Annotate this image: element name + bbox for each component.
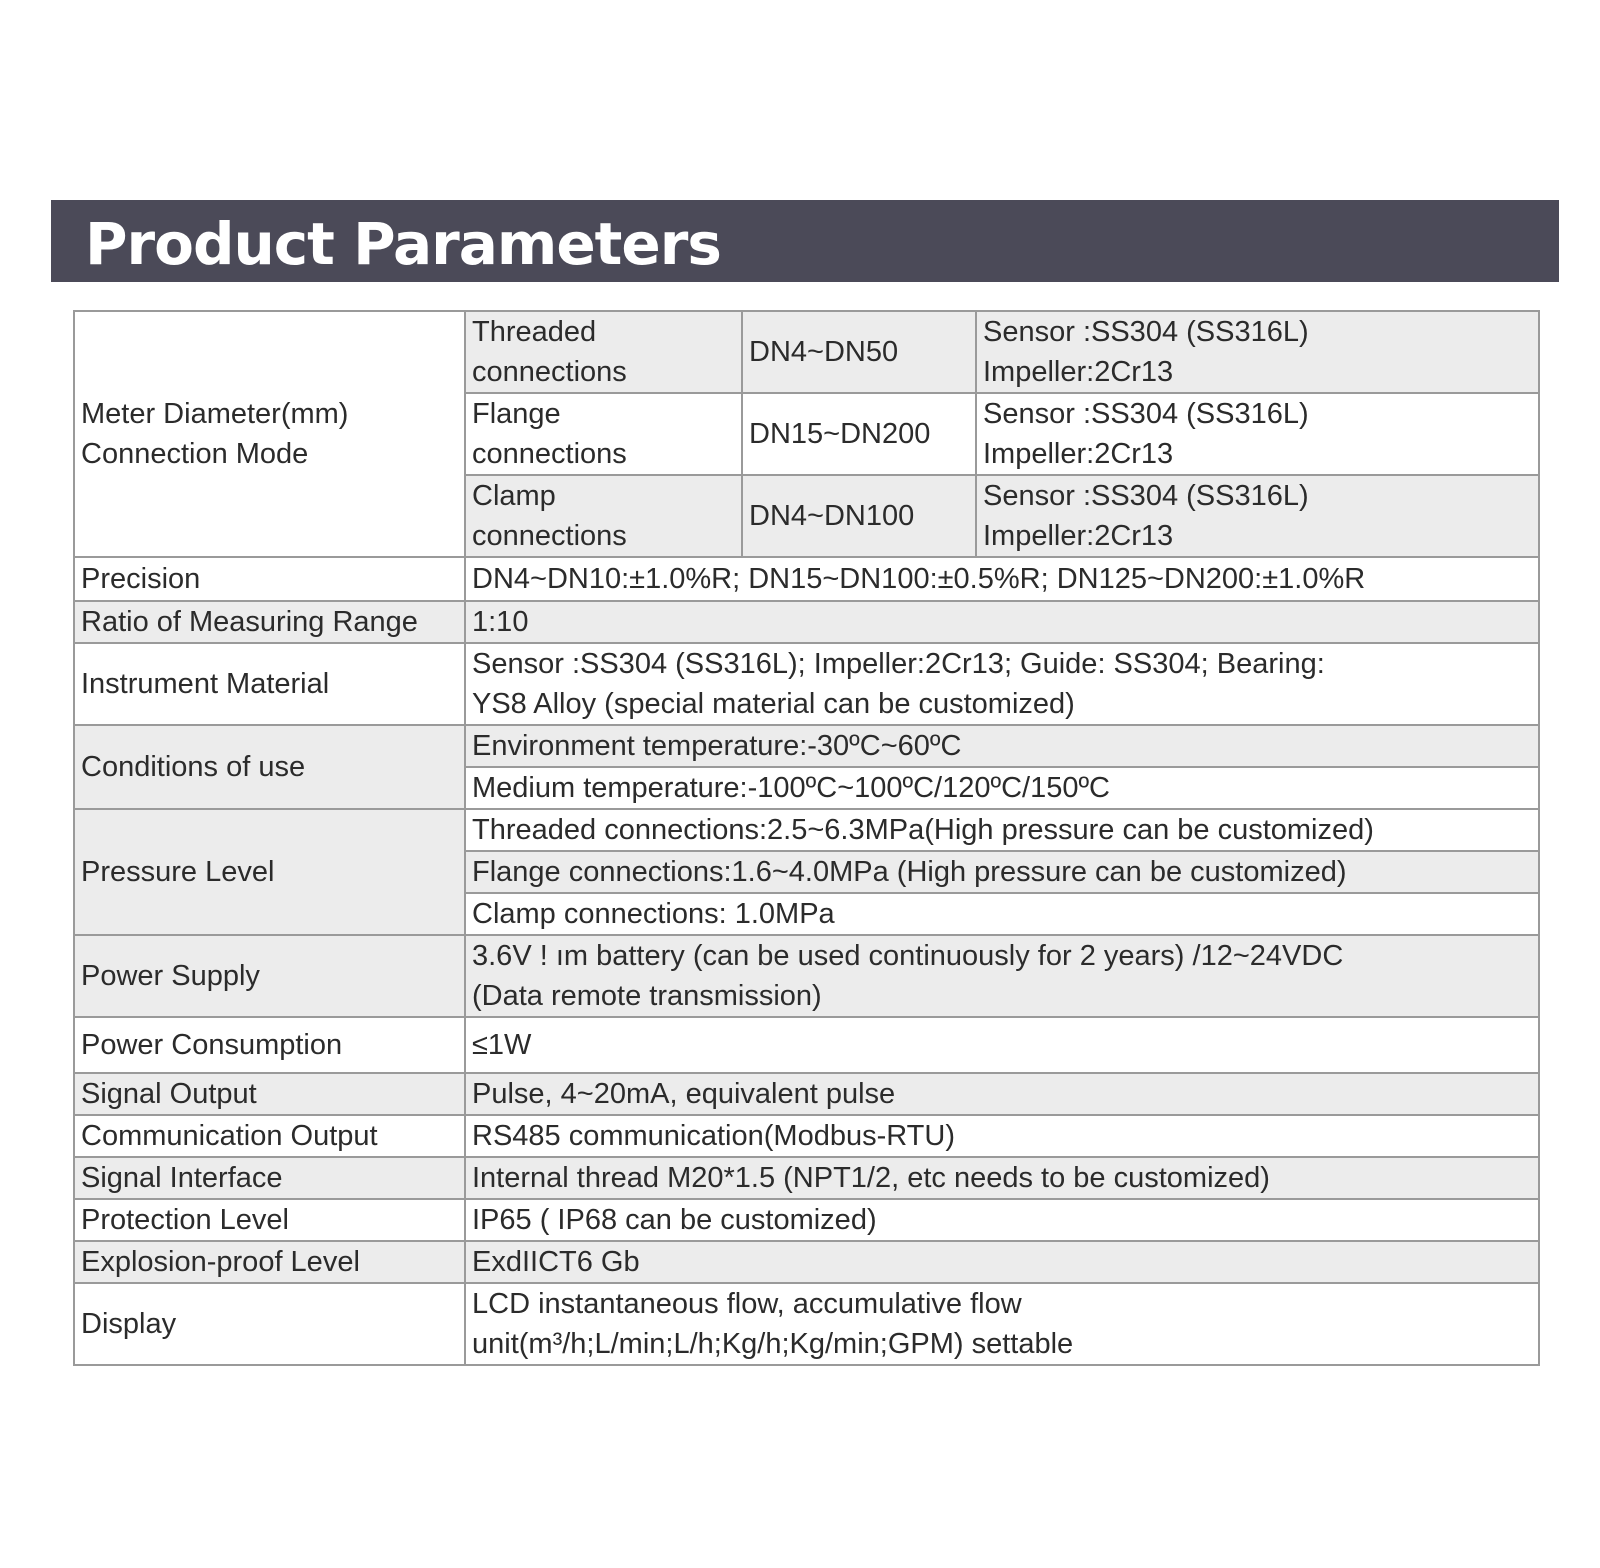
row-label-pressure: Pressure Level (74, 809, 465, 935)
row-label-meter-diameter: Meter Diameter(mm) Connection Mode (74, 311, 465, 557)
table-row (74, 311, 1539, 393)
parameters-table (73, 310, 1540, 1366)
row-label-signal-output: Signal Output (74, 1073, 465, 1115)
table-row (74, 1073, 1539, 1115)
diameter-range-threaded: DN4~DN50 (742, 311, 976, 393)
table-row (74, 1241, 1539, 1283)
table-row (74, 1199, 1539, 1241)
value-precision: DN4~DN10:±1.0%R; DN15~DN100:±0.5%R; DN125~DN200:±1.0%R (465, 557, 1539, 601)
table-row (74, 557, 1539, 601)
row-label-display: Display (74, 1283, 465, 1365)
value-pressure-threaded: Threaded connections:2.5~6.3MPa(High pressure can be customized) (465, 809, 1539, 851)
value-power-supply: 3.6V ! ım battery (can be used continuously for 2 years) /12~24VDC (Data remote transmission) (465, 935, 1539, 1017)
table-row (74, 601, 1539, 643)
value-instrument-material: Sensor :SS304 (SS316L); Impeller:2Cr13; Guide: SS304; Bearing: YS8 Alloy (special material can be customized) (465, 643, 1539, 725)
value-power-consumption: ≤1W (465, 1017, 1539, 1073)
row-label-conditions: Conditions of use (74, 725, 465, 809)
table-row (74, 1017, 1539, 1073)
value-medium-temperature: Medium temperature:-100ºC~100ºC/120ºC/150ºC (465, 767, 1539, 809)
value-pressure-flange: Flange connections:1.6~4.0MPa (High pressure can be customized) (465, 851, 1539, 893)
table-row (74, 1283, 1539, 1365)
value-explosion-proof: ExdIICT6 Gb (465, 1241, 1539, 1283)
row-label-ratio: Ratio of Measuring Range (74, 601, 465, 643)
row-label-power-supply: Power Supply (74, 935, 465, 1017)
table-row (74, 1115, 1539, 1157)
title-banner (51, 200, 1559, 282)
value-display: LCD instantaneous flow, accumulative flow unit(m³/h;L/min;L/h;Kg/h;Kg/min;GPM) settable (465, 1283, 1539, 1365)
material-clamp: Sensor :SS304 (SS316L) Impeller:2Cr13 (976, 475, 1539, 557)
connection-type-flange: Flange connections (465, 393, 742, 475)
row-label-communication-output: Communication Output (74, 1115, 465, 1157)
value-signal-interface: Internal thread M20*1.5 (NPT1/2, etc needs to be customized) (465, 1157, 1539, 1199)
page-title: Product Parameters (85, 210, 721, 278)
value-signal-output: Pulse, 4~20mA, equivalent pulse (465, 1073, 1539, 1115)
table-row (74, 935, 1539, 1017)
row-label-power-consumption: Power Consumption (74, 1017, 465, 1073)
row-label-signal-interface: Signal Interface (74, 1157, 465, 1199)
value-pressure-clamp: Clamp connections: 1.0MPa (465, 893, 1539, 935)
table-row (74, 643, 1539, 725)
row-label-precision: Precision (74, 557, 465, 601)
diameter-range-clamp: DN4~DN100 (742, 475, 976, 557)
value-communication-output: RS485 communication(Modbus-RTU) (465, 1115, 1539, 1157)
connection-type-clamp: Clamp connections (465, 475, 742, 557)
row-label-explosion-proof: Explosion-proof Level (74, 1241, 465, 1283)
row-label-instrument-material: Instrument Material (74, 643, 465, 725)
table-row (74, 809, 1539, 851)
value-protection-level: IP65 ( IP68 can be customized) (465, 1199, 1539, 1241)
value-ratio: 1:10 (465, 601, 1539, 643)
table-row (74, 725, 1539, 767)
diameter-range-flange: DN15~DN200 (742, 393, 976, 475)
material-flange: Sensor :SS304 (SS316L) Impeller:2Cr13 (976, 393, 1539, 475)
material-threaded: Sensor :SS304 (SS316L) Impeller:2Cr13 (976, 311, 1539, 393)
value-environment-temperature: Environment temperature:-30ºC~60ºC (465, 725, 1539, 767)
row-label-protection-level: Protection Level (74, 1199, 465, 1241)
connection-type-threaded: Threaded connections (465, 311, 742, 393)
table-row (74, 1157, 1539, 1199)
